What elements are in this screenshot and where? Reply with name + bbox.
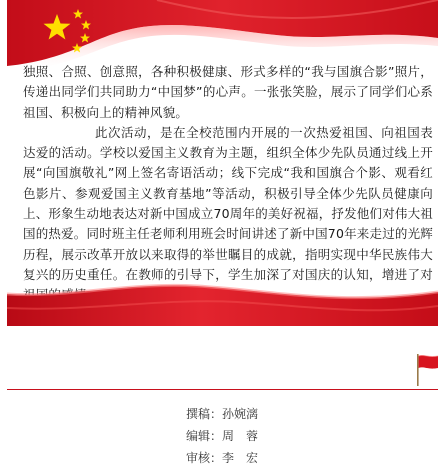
flag-bordered-card: [7, 0, 438, 326]
china-flag-banner-icon: [7, 0, 438, 70]
article-paragraph: 此次活动，是在全校范围内开展的一次热爱祖国、向祖国表达爱的活动。学校以爱国主义教育为主题，组织全体少先队员通过线上开展“向国旗敬礼”网上签名寄语活动；线下完成“我和国旗合个影、观看红色影片、参观爱国主义教育基地”等活动，积极引导全体少先队员健康向上、形象生动地表达对新中国成立70周年的美好祝福，抒发他们对伟大祖国的热爱。同时班主任老师利用班会时间讲述了新中国70年来走过的光辉历程，展示改革开放以来取得的举世瞩目的成就，指明实现中华民族伟大复兴的历史重任。在教师的引导下，学生加深了对国庆的认知，增进了对: [23, 124, 434, 282]
reviewer-label: 审核：: [186, 451, 223, 465]
divider-line: [7, 389, 438, 390]
red-flag-wave-icon: [7, 272, 438, 326]
credit-reviewer: [186, 448, 386, 468]
article-paragraph: 独照、合照、创意照，各种积极健康、形式多样的“我与国旗合影”照片，传递出同学们共同助力“中国梦”的心声。一张张笑脸，展示了同学们心系祖国、积极向上的精神风貌。: [23, 64, 433, 120]
writer-name: 孙婉漓: [222, 407, 259, 421]
reviewer-name: 李 宏: [222, 451, 259, 465]
editor-name: 周 蓉: [222, 429, 259, 443]
writer-label: 撰稿：: [186, 407, 223, 421]
credit-editor: [186, 426, 386, 446]
article-body: [23, 62, 433, 306]
editor-label: 编辑：: [186, 429, 223, 443]
credit-writer: [186, 404, 386, 424]
small-red-flag-icon: [414, 352, 440, 386]
